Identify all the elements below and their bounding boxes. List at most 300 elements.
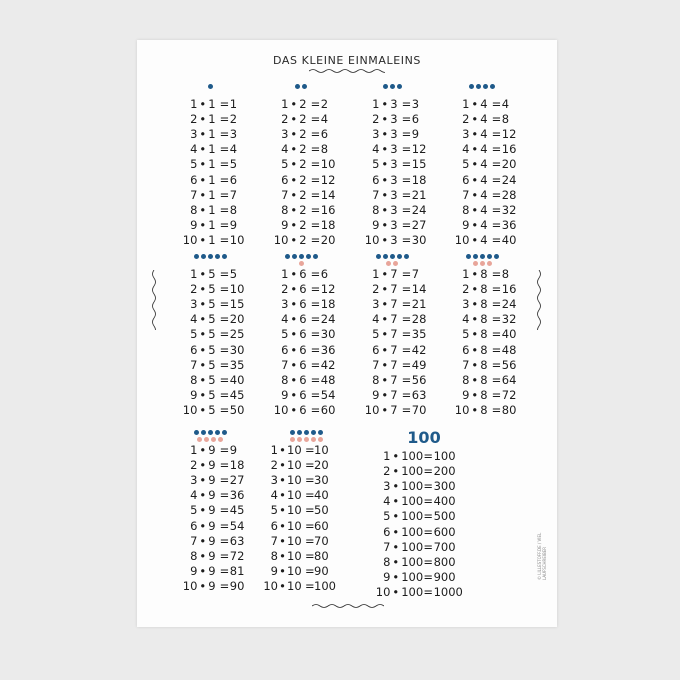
- blue-dot: [222, 254, 227, 259]
- product: 45: [229, 388, 245, 403]
- times-table-2: [256, 84, 346, 248]
- factor-a: 4: [190, 488, 198, 503]
- multiply-sign: •: [290, 372, 298, 387]
- blue-dot: [208, 254, 213, 259]
- equation-row: [256, 96, 346, 111]
- multiply-sign: •: [290, 157, 298, 172]
- factor-a: 4: [383, 494, 391, 509]
- factor-a: 7: [190, 533, 198, 548]
- multiply-sign: •: [199, 126, 207, 141]
- equation-row: [165, 372, 255, 387]
- factor-a: 4: [372, 142, 380, 157]
- equation-row: [165, 342, 255, 357]
- equation-row: [437, 126, 527, 141]
- factor-b: 6: [299, 327, 307, 342]
- factor-b: 1: [208, 202, 216, 217]
- factor-b: 5: [208, 312, 216, 327]
- equation-row: [347, 157, 437, 172]
- factor-a: 5: [270, 503, 278, 518]
- multiply-sign: •: [199, 342, 207, 357]
- factor-b: 2: [299, 126, 307, 141]
- multiply-sign: •: [279, 472, 286, 487]
- product: 12: [320, 281, 336, 296]
- equals-sign: =: [219, 111, 230, 126]
- multiply-sign: •: [199, 281, 207, 296]
- factor-b: 10: [287, 457, 302, 472]
- multiply-sign: •: [381, 388, 389, 403]
- product: 20: [501, 157, 517, 172]
- multiply-sign: •: [199, 233, 207, 248]
- pink-dot: [386, 261, 391, 266]
- multiply-sign: •: [199, 548, 207, 563]
- equation-row: [437, 403, 527, 418]
- factor-b: 4: [480, 233, 488, 248]
- equation-row: [347, 312, 437, 327]
- equation-row: [165, 564, 255, 579]
- factor-b: 8: [480, 296, 488, 311]
- equation-row: [437, 218, 527, 233]
- equation-row: [347, 281, 437, 296]
- product: 12: [320, 172, 336, 187]
- product: 6: [320, 126, 329, 141]
- equals-sign: =: [310, 266, 321, 281]
- equation-row: [437, 111, 527, 126]
- factor-b: 6: [299, 266, 307, 281]
- equals-sign: =: [219, 266, 230, 281]
- equation-row: [364, 494, 484, 509]
- right-wave-decoration: [536, 270, 542, 330]
- product: 36: [501, 218, 517, 233]
- title-wave-decoration: [309, 68, 385, 74]
- product: 25: [229, 327, 245, 342]
- equation-row: [256, 564, 356, 579]
- factor-b: 2: [299, 96, 307, 111]
- product: 70: [411, 403, 427, 418]
- factor-a: 3: [190, 296, 198, 311]
- factor-b: 10: [287, 472, 302, 487]
- equals-sign: =: [305, 442, 315, 457]
- equation-row: [364, 463, 484, 478]
- equation-row: [437, 281, 527, 296]
- factor-b: 8: [480, 403, 488, 418]
- equation-row: [165, 388, 255, 403]
- equals-sign: =: [219, 327, 230, 342]
- multiply-sign: •: [381, 266, 389, 281]
- product: 500: [433, 509, 456, 524]
- equation-row: [165, 548, 255, 563]
- equation-row: [437, 233, 527, 248]
- equation-row: [256, 281, 346, 296]
- equals-sign: =: [423, 509, 433, 524]
- equation-row: [437, 157, 527, 172]
- factor-a: 3: [462, 296, 470, 311]
- equals-sign: =: [219, 233, 230, 248]
- equation-row: [437, 312, 527, 327]
- equals-sign: =: [401, 202, 412, 217]
- equals-sign: =: [401, 357, 412, 372]
- equals-sign: =: [491, 281, 502, 296]
- times-table-3: [347, 84, 437, 248]
- multiply-sign: •: [471, 172, 479, 187]
- product: 100: [433, 448, 456, 463]
- equals-sign: =: [310, 142, 321, 157]
- pink-dot: [218, 437, 223, 442]
- product: 60: [320, 403, 336, 418]
- factor-a: 6: [383, 524, 391, 539]
- equals-sign: =: [401, 142, 412, 157]
- equals-sign: =: [423, 570, 433, 585]
- equation-row: [256, 312, 346, 327]
- factor-a: 7: [372, 187, 380, 202]
- factor-b: 3: [390, 172, 398, 187]
- equation-row: [165, 472, 255, 487]
- multiply-sign: •: [471, 233, 479, 248]
- factor-b: 7: [390, 327, 398, 342]
- multiply-sign: •: [199, 442, 207, 457]
- equation-row: [347, 111, 437, 126]
- equals-sign: =: [310, 126, 321, 141]
- multiply-sign: •: [290, 266, 298, 281]
- equals-sign: =: [401, 403, 412, 418]
- factor-a: 5: [281, 157, 289, 172]
- product: 72: [501, 388, 517, 403]
- factor-b: 1: [208, 142, 216, 157]
- factor-a: 8: [462, 202, 470, 217]
- multiply-sign: •: [290, 187, 298, 202]
- factor-b: 9: [208, 533, 216, 548]
- product: 1: [229, 96, 238, 111]
- multiply-sign: •: [471, 296, 479, 311]
- multiply-sign: •: [392, 539, 400, 554]
- factor-b: 2: [299, 172, 307, 187]
- factor-b: 5: [208, 281, 216, 296]
- multiply-sign: •: [290, 218, 298, 233]
- multiply-sign: •: [199, 564, 207, 579]
- equals-sign: =: [491, 296, 502, 311]
- multiply-sign: •: [199, 372, 207, 387]
- factor-a: 10: [263, 579, 278, 594]
- product: 30: [411, 233, 427, 248]
- multiply-sign: •: [392, 463, 400, 478]
- factor-b: 7: [390, 266, 398, 281]
- multiply-sign: •: [392, 509, 400, 524]
- multiply-sign: •: [381, 312, 389, 327]
- equals-sign: =: [491, 312, 502, 327]
- multiply-sign: •: [471, 357, 479, 372]
- multiply-sign: •: [392, 554, 400, 569]
- equals-sign: =: [310, 296, 321, 311]
- product: 30: [229, 342, 245, 357]
- equals-sign: =: [401, 296, 412, 311]
- product: 18: [320, 218, 336, 233]
- factor-a: 4: [281, 142, 289, 157]
- product: 300: [433, 478, 456, 493]
- pink-dot: [304, 437, 309, 442]
- factor-b: 1: [208, 126, 216, 141]
- equation-row: [165, 457, 255, 472]
- factor-a: 1: [372, 266, 380, 281]
- factor-b: 2: [299, 233, 307, 248]
- factor-b: 9: [208, 564, 216, 579]
- product: 9: [411, 126, 420, 141]
- product: 63: [229, 533, 245, 548]
- factor-a: 7: [383, 539, 391, 554]
- equation-row: [347, 372, 437, 387]
- factor-b: 5: [208, 342, 216, 357]
- multiply-sign: •: [199, 218, 207, 233]
- multiply-sign: •: [381, 403, 389, 418]
- factor-a: 1: [383, 448, 391, 463]
- equals-sign: =: [401, 266, 412, 281]
- blue-dot: [285, 254, 290, 259]
- equation-row: [347, 202, 437, 217]
- equation-row: [165, 96, 255, 111]
- product: 16: [320, 202, 336, 217]
- equals-sign: =: [423, 448, 433, 463]
- blue-dot: [487, 254, 492, 259]
- product: 72: [229, 548, 245, 563]
- factor-b: 4: [480, 157, 488, 172]
- factor-b: 3: [390, 111, 398, 126]
- multiply-sign: •: [199, 388, 207, 403]
- multiply-sign: •: [471, 111, 479, 126]
- equals-sign: =: [305, 579, 315, 594]
- pink-dot: [211, 437, 216, 442]
- factor-b: 6: [299, 372, 307, 387]
- factor-a: 7: [281, 187, 289, 202]
- equals-sign: =: [305, 503, 315, 518]
- equals-sign: =: [310, 372, 321, 387]
- left-wave-decoration: [151, 270, 157, 330]
- factor-a: 3: [281, 126, 289, 141]
- product: 12: [411, 142, 427, 157]
- product: 56: [411, 372, 427, 387]
- dot-counter: [465, 254, 500, 264]
- equals-sign: =: [491, 96, 502, 111]
- equals-sign: =: [401, 342, 412, 357]
- factor-a: 7: [190, 357, 198, 372]
- factor-b: 3: [390, 218, 398, 233]
- multiply-sign: •: [471, 266, 479, 281]
- blue-dot: [302, 84, 307, 89]
- equation-row: [437, 187, 527, 202]
- pink-dot: [393, 261, 398, 266]
- equals-sign: =: [310, 327, 321, 342]
- product: 20: [314, 457, 329, 472]
- product: 24: [501, 172, 517, 187]
- factor-a: 5: [190, 503, 198, 518]
- factor-a: 4: [270, 488, 278, 503]
- factor-a: 7: [190, 187, 198, 202]
- factor-a: 3: [190, 126, 198, 141]
- factor-a: 2: [281, 281, 289, 296]
- factor-b: 8: [480, 357, 488, 372]
- factor-a: 5: [372, 327, 380, 342]
- multiply-sign: •: [381, 126, 389, 141]
- product: 14: [320, 187, 336, 202]
- multiply-sign: •: [199, 503, 207, 518]
- multiply-sign: •: [199, 266, 207, 281]
- bottom-wave-decoration: [312, 603, 384, 609]
- factor-a: 6: [190, 342, 198, 357]
- multiply-sign: •: [381, 296, 389, 311]
- equals-sign: =: [423, 554, 433, 569]
- times-table-7: [347, 254, 437, 418]
- multiply-sign: •: [279, 564, 286, 579]
- multiply-sign: •: [471, 157, 479, 172]
- multiply-sign: •: [381, 357, 389, 372]
- equation-row: [347, 403, 437, 418]
- equation-row: [256, 218, 346, 233]
- equals-sign: =: [491, 357, 502, 372]
- multiply-sign: •: [199, 142, 207, 157]
- product: 24: [501, 296, 517, 311]
- equation-row: [256, 202, 346, 217]
- equals-sign: =: [423, 494, 433, 509]
- equation-row: [437, 357, 527, 372]
- product: 18: [229, 457, 245, 472]
- factor-b: 8: [480, 266, 488, 281]
- factor-b: 6: [299, 312, 307, 327]
- product: 42: [411, 342, 427, 357]
- factor-b: 5: [208, 357, 216, 372]
- dot-counter: [284, 254, 319, 264]
- factor-a: 9: [372, 388, 380, 403]
- equals-sign: =: [401, 157, 412, 172]
- factor-a: 10: [273, 403, 289, 418]
- factor-a: 9: [383, 570, 391, 585]
- product: 20: [229, 312, 245, 327]
- multiply-sign: •: [471, 327, 479, 342]
- product: 80: [501, 403, 517, 418]
- table-heading-100: 100: [407, 428, 441, 447]
- equals-sign: =: [219, 218, 230, 233]
- dot-counter: [207, 84, 214, 94]
- equals-sign: =: [491, 157, 502, 172]
- factor-b: 3: [390, 187, 398, 202]
- multiply-sign: •: [290, 172, 298, 187]
- factor-a: 8: [372, 202, 380, 217]
- multiply-sign: •: [199, 157, 207, 172]
- equation-row: [437, 142, 527, 157]
- product: 7: [411, 266, 420, 281]
- factor-b: 4: [480, 172, 488, 187]
- factor-b: 10: [287, 488, 302, 503]
- factor-a: 3: [190, 472, 198, 487]
- equation-row: [165, 281, 255, 296]
- multiply-sign: •: [199, 96, 207, 111]
- equation-row: [347, 142, 437, 157]
- equation-row: [256, 472, 356, 487]
- factor-a: 2: [190, 111, 198, 126]
- times-table-1: [165, 84, 255, 248]
- equation-row: [256, 296, 346, 311]
- equation-row: [364, 570, 484, 585]
- factor-a: 9: [372, 218, 380, 233]
- product: 400: [433, 494, 456, 509]
- multiply-sign: •: [381, 142, 389, 157]
- multiply-sign: •: [199, 533, 207, 548]
- equation-row: [364, 554, 484, 569]
- equals-sign: =: [219, 564, 230, 579]
- product: 3: [411, 96, 420, 111]
- equals-sign: =: [491, 372, 502, 387]
- factor-a: 1: [372, 96, 380, 111]
- factor-a: 4: [190, 312, 198, 327]
- product: 35: [229, 357, 245, 372]
- equals-sign: =: [423, 585, 433, 600]
- equation-row: [165, 202, 255, 217]
- factor-b: 6: [299, 403, 307, 418]
- blue-dot: [476, 84, 481, 89]
- product: 45: [229, 503, 245, 518]
- equals-sign: =: [310, 388, 321, 403]
- equals-sign: =: [491, 202, 502, 217]
- factor-a: 2: [383, 463, 391, 478]
- equation-row: [256, 533, 356, 548]
- equation-row: [347, 233, 437, 248]
- equation-row: [256, 126, 346, 141]
- product: 40: [501, 233, 517, 248]
- factor-b: 9: [208, 579, 216, 594]
- product: 16: [501, 281, 517, 296]
- equation-row: [165, 218, 255, 233]
- factor-b: 100: [401, 463, 424, 478]
- pink-dot: [311, 437, 316, 442]
- equals-sign: =: [305, 533, 315, 548]
- equation-row: [165, 157, 255, 172]
- multiply-sign: •: [471, 388, 479, 403]
- multiply-sign: •: [290, 142, 298, 157]
- factor-a: 9: [281, 218, 289, 233]
- factor-a: 2: [281, 111, 289, 126]
- equals-sign: =: [401, 96, 412, 111]
- equation-row: [165, 579, 255, 594]
- factor-b: 9: [208, 503, 216, 518]
- blue-dot: [311, 430, 316, 435]
- multiply-sign: •: [471, 403, 479, 418]
- multiply-sign: •: [290, 111, 298, 126]
- product: 900: [433, 570, 456, 585]
- factor-b: 8: [480, 312, 488, 327]
- product: 81: [229, 564, 245, 579]
- product: 54: [320, 388, 336, 403]
- equation-row: [165, 312, 255, 327]
- factor-a: 6: [190, 518, 198, 533]
- blue-dot: [383, 84, 388, 89]
- equation-row: [165, 111, 255, 126]
- product: 32: [501, 312, 517, 327]
- times-table-4: [437, 84, 527, 248]
- equals-sign: =: [219, 357, 230, 372]
- multiply-sign: •: [199, 187, 207, 202]
- multiply-sign: •: [290, 281, 298, 296]
- factor-a: 1: [270, 442, 278, 457]
- multiply-sign: •: [381, 187, 389, 202]
- multiply-sign: •: [279, 548, 286, 563]
- blue-dot: [201, 254, 206, 259]
- factor-a: 1: [281, 266, 289, 281]
- multiply-sign: •: [471, 96, 479, 111]
- product: 8: [501, 111, 510, 126]
- factor-b: 100: [401, 539, 424, 554]
- times-table-8: [437, 254, 527, 418]
- dot-counter: [289, 430, 324, 440]
- equation-row: [437, 388, 527, 403]
- product: 48: [320, 372, 336, 387]
- factor-b: 1: [208, 172, 216, 187]
- product: 16: [501, 142, 517, 157]
